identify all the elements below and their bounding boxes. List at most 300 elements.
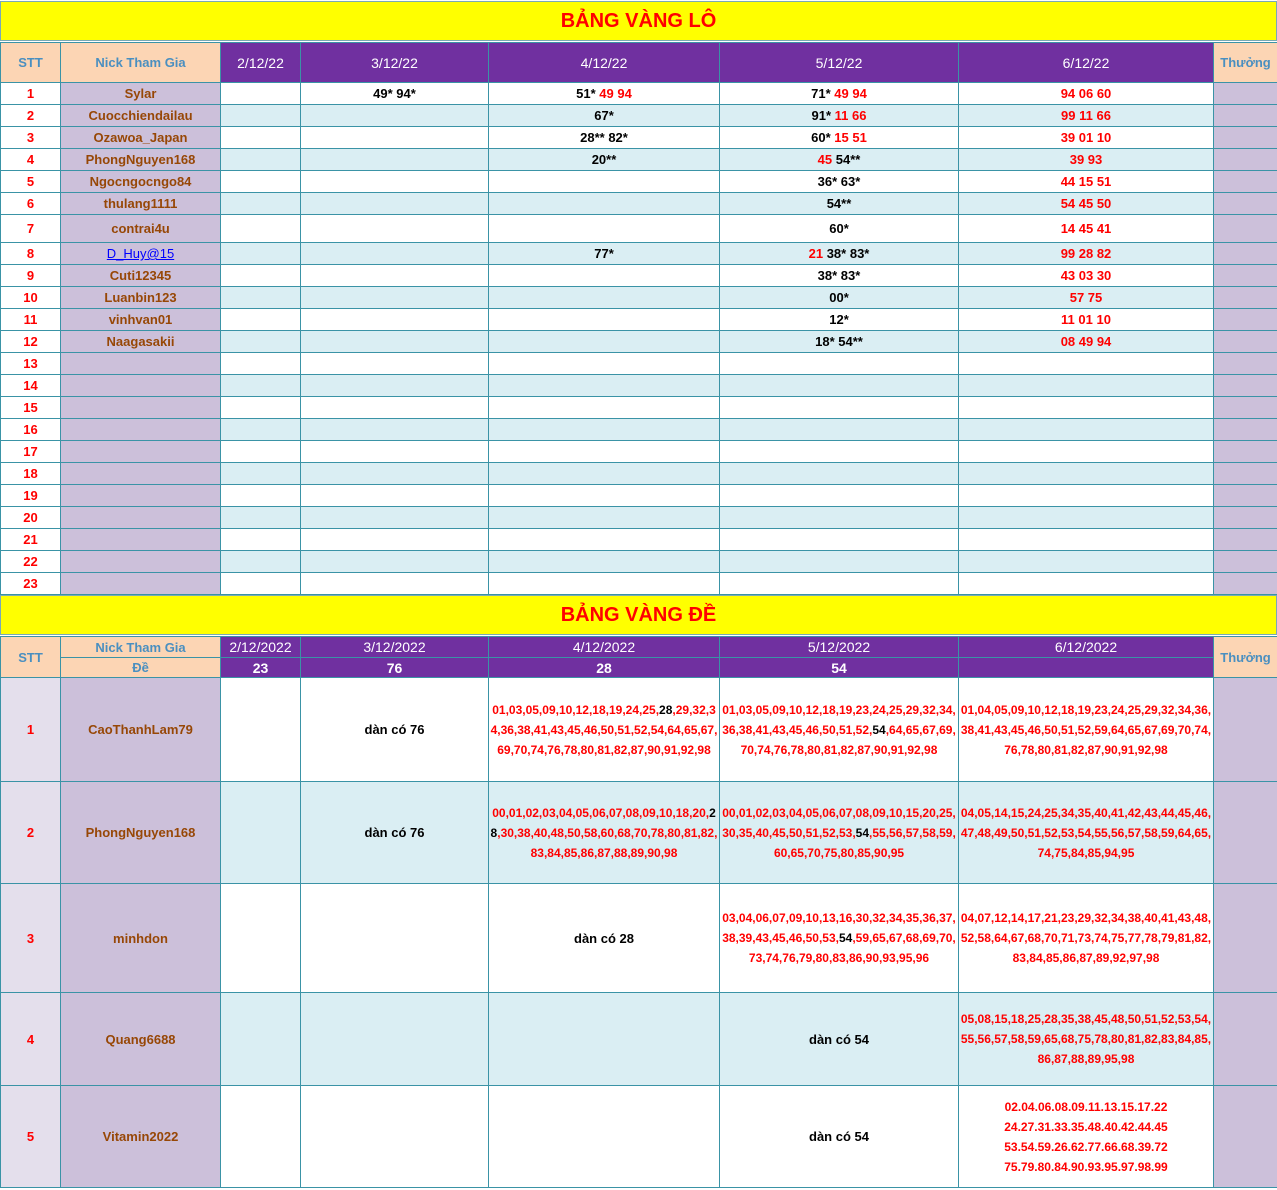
- reward-cell: [1214, 375, 1277, 397]
- row-number: 20: [1, 507, 61, 529]
- pick-cell: 43 03 30: [959, 265, 1214, 287]
- row-number: 10: [1, 287, 61, 309]
- pick-cell: [959, 353, 1214, 375]
- lo-table-row: [1, 353, 1277, 375]
- row-number: 2: [1, 782, 61, 884]
- pick-cell: [221, 419, 301, 441]
- row-number: 1: [1, 83, 61, 105]
- number-list: 04,07,12,14,17,21,23,29,32,34,38,40,41,43,48,52,58,64,67,68,70,71,73,74,75,77,78,79,81,82,83,84,85,86,87,89,92,97,98: [960, 911, 1212, 965]
- reward-cell: [1214, 309, 1277, 331]
- de-table-row: [1, 884, 1277, 993]
- pick-cell: [221, 573, 301, 595]
- lo-table-row: [1, 309, 1277, 331]
- number-list: ,64,65,67,69,70,74,76,78,80,81,82,87,90,91,92,98: [740, 722, 956, 757]
- pick-cell: [221, 105, 301, 127]
- reward-cell: [1214, 884, 1277, 993]
- pick-cell: dàn có 54: [720, 1086, 959, 1188]
- reward-cell: [1214, 193, 1277, 215]
- row-number: 18: [1, 463, 61, 485]
- pick-cell: [301, 1086, 489, 1188]
- pick-cell: [221, 375, 301, 397]
- pick-text: 51*: [576, 86, 600, 101]
- lo-table-row: [1, 507, 1277, 529]
- lo-table-row: [1, 441, 1277, 463]
- nick-cell: [61, 529, 221, 551]
- pick-cell: [720, 265, 959, 287]
- nick-cell: [61, 397, 221, 419]
- nick-cell: vinhvan01: [61, 309, 221, 331]
- nick-cell: PhongNguyen168: [61, 149, 221, 171]
- pick-cell: dàn có 54: [720, 993, 959, 1086]
- reward-cell: [1214, 485, 1277, 507]
- date-header: 6/12/22: [959, 43, 1214, 83]
- row-number: 22: [1, 551, 61, 573]
- date-header: 5/12/22: [720, 43, 959, 83]
- lo-table-row: [1, 265, 1277, 287]
- lo-table-row: [1, 331, 1277, 353]
- pick-cell: [301, 193, 489, 215]
- pick-text: 38* 83*: [817, 268, 861, 283]
- pick-text: 20**: [591, 152, 617, 167]
- pick-cell: [301, 309, 489, 331]
- pick-cell: [221, 287, 301, 309]
- number-list: 04,05,14,15,24,25,34,35,40,41,42,43,44,45,46,47,48,49,50,51,52,53,54,55,56,57,58,59,64,65,74,75,84,85,94,95: [960, 805, 1212, 860]
- nick-header: Nick Tham Gia: [61, 43, 221, 83]
- row-number: 1: [1, 678, 61, 782]
- pick-text: 12*: [829, 312, 849, 327]
- pick-cell: [489, 149, 720, 171]
- nick-cell: Naagasakii: [61, 331, 221, 353]
- pick-cell: [489, 309, 720, 331]
- pick-cell: [959, 463, 1214, 485]
- pick-text: 60*: [829, 221, 849, 236]
- number-list: 03,04,06,07,09,10,13,16,30,32,34,35,36,37,38,39,43,45,46,50,53,: [722, 911, 956, 945]
- number-list: ,55,56,57,58,59,60,65,70,75,80,85,90,95: [773, 825, 956, 860]
- pick-cell: [301, 215, 489, 243]
- pick-cell: [959, 551, 1214, 573]
- nick-cell: [61, 353, 221, 375]
- pick-cell: [489, 193, 720, 215]
- pick-cell: [489, 83, 720, 105]
- number-list: 00,01,02,03,04,05,06,07,08,09,10,18,20,: [492, 805, 710, 820]
- reward-cell: [1214, 397, 1277, 419]
- pick-cell: [489, 331, 720, 353]
- pick-cell: 11 01 10: [959, 309, 1214, 331]
- reward-cell: [1214, 83, 1277, 105]
- pick-cell: [301, 171, 489, 193]
- pick-cell: 39 93: [959, 149, 1214, 171]
- row-number: 13: [1, 353, 61, 375]
- row-number: 11: [1, 309, 61, 331]
- pick-cell: [959, 573, 1214, 595]
- pick-cell: [489, 529, 720, 551]
- nick-cell: [61, 551, 221, 573]
- date-header: 4/12/2022: [489, 637, 720, 658]
- pick-cell: [301, 243, 489, 265]
- pick-cell: dàn có 76: [301, 782, 489, 884]
- reward-cell: [1214, 507, 1277, 529]
- pick-cell: 99 28 82: [959, 243, 1214, 265]
- pick-cell: [301, 265, 489, 287]
- pick-cell: [489, 105, 720, 127]
- pick-cell: [959, 782, 1214, 884]
- number-list: ,30,38,40,48,50,58,60,68,70,78,80,81,82,83,84,85,86,87,88,89,90,98: [497, 825, 718, 860]
- stt-header: STT: [1, 637, 61, 678]
- pick-cell: [720, 127, 959, 149]
- de-table-row: [1, 1086, 1277, 1188]
- date-header: 3/12/2022: [301, 637, 489, 658]
- result-value: 54: [720, 658, 959, 678]
- pick-cell: [301, 353, 489, 375]
- pick-cell: [489, 215, 720, 243]
- pick-cell: [489, 441, 720, 463]
- lo-table-row: [1, 463, 1277, 485]
- pick-cell: 94 06 60: [959, 83, 1214, 105]
- lo-table-row: [1, 529, 1277, 551]
- pick-cell: [720, 353, 959, 375]
- reward-cell: [1214, 551, 1277, 573]
- lo-table-row: [1, 105, 1277, 127]
- pick-cell: [301, 507, 489, 529]
- pick-cell: [221, 463, 301, 485]
- number-list: 54: [838, 931, 853, 945]
- pick-cell: [959, 1086, 1214, 1188]
- row-number: 6: [1, 193, 61, 215]
- pick-cell: [489, 1086, 720, 1188]
- row-number: 3: [1, 127, 61, 149]
- nick-cell: [61, 507, 221, 529]
- row-number: 5: [1, 1086, 61, 1188]
- pick-text: 38* 83*: [826, 246, 870, 261]
- pick-cell: [959, 884, 1214, 993]
- nick-cell: Quang6688: [61, 993, 221, 1086]
- de-result-row: [1, 658, 1277, 678]
- reward-cell: [1214, 1086, 1277, 1188]
- lo-table-row: [1, 215, 1277, 243]
- pick-cell: [720, 287, 959, 309]
- pick-cell: [221, 678, 301, 782]
- pick-cell: [221, 529, 301, 551]
- pick-cell: [720, 215, 959, 243]
- row-number: 4: [1, 993, 61, 1086]
- pick-cell: [720, 507, 959, 529]
- number-list: ,59,65,67,68,69,70,73,74,76,79,80,83,86,90,93,95,96: [748, 931, 956, 965]
- date-header: 3/12/22: [301, 43, 489, 83]
- pick-cell: [221, 193, 301, 215]
- result-value: [959, 658, 1214, 678]
- pick-cell: [489, 782, 720, 884]
- pick-cell: [221, 441, 301, 463]
- date-header: 4/12/22: [489, 43, 720, 83]
- lo-table-row: [1, 573, 1277, 595]
- lo-table-row: [1, 419, 1277, 441]
- reward-cell: [1214, 529, 1277, 551]
- row-number: 7: [1, 215, 61, 243]
- lo-table: [0, 42, 1277, 595]
- nick-cell: [61, 485, 221, 507]
- pick-cell: [720, 331, 959, 353]
- nick-cell: PhongNguyen168: [61, 782, 221, 884]
- number-line: 24.27.31.33.35.48.40.42.44.45: [1004, 1119, 1168, 1134]
- number-line: 53.54.59.26.62.77.66.68.39.72: [1004, 1139, 1168, 1154]
- pick-cell: [489, 678, 720, 782]
- pick-cell: [959, 993, 1214, 1086]
- nick-cell: Luanbin123: [61, 287, 221, 309]
- pick-text: 28** 82*: [580, 130, 628, 145]
- pick-cell: [301, 397, 489, 419]
- pick-cell: [720, 441, 959, 463]
- pick-cell: [720, 419, 959, 441]
- de-table: [0, 636, 1277, 1188]
- nick-cell: Cuti12345: [61, 265, 221, 287]
- reward-cell: [1214, 215, 1277, 243]
- pick-cell: [221, 331, 301, 353]
- reward-cell: [1214, 149, 1277, 171]
- date-header: 5/12/2022: [720, 637, 959, 658]
- pick-cell: [301, 551, 489, 573]
- row-number: 3: [1, 884, 61, 993]
- nick-header: Nick Tham Gia: [61, 637, 221, 658]
- reward-cell: [1214, 419, 1277, 441]
- lo-table-row: [1, 83, 1277, 105]
- de-title-banner: BẢNG VÀNG ĐỀ: [0, 595, 1277, 635]
- pick-cell: [720, 782, 959, 884]
- pick-cell: [959, 485, 1214, 507]
- nick-cell: minhdon: [61, 884, 221, 993]
- lo-table-row: [1, 193, 1277, 215]
- pick-text: 54**: [835, 152, 861, 167]
- pick-cell: [221, 507, 301, 529]
- pick-cell: 57 75: [959, 287, 1214, 309]
- row-number: 17: [1, 441, 61, 463]
- pick-cell: [720, 884, 959, 993]
- nick-cell: Sylar: [61, 83, 221, 105]
- number-list: 00,01,02,03,04,05,06,07,08,09,10,15,20,25,30,35,40,45,50,51,52,53,: [722, 805, 956, 840]
- pick-cell: [301, 419, 489, 441]
- pick-cell: dàn có 76: [301, 678, 489, 782]
- pick-text: 49 94: [599, 86, 632, 101]
- pick-text: 77*: [594, 246, 614, 261]
- de-label: Đề: [61, 658, 221, 678]
- row-number: 2: [1, 105, 61, 127]
- lo-table-row: [1, 171, 1277, 193]
- pick-cell: [221, 485, 301, 507]
- lo-table-row: [1, 551, 1277, 573]
- pick-cell: [720, 529, 959, 551]
- pick-cell: [489, 243, 720, 265]
- lo-table-row: [1, 485, 1277, 507]
- pick-cell: [301, 375, 489, 397]
- nick-cell: Cuocchiendailau: [61, 105, 221, 127]
- pick-cell: [959, 397, 1214, 419]
- nick-cell: Ozawoa_Japan: [61, 127, 221, 149]
- pick-cell: [720, 375, 959, 397]
- reward-cell: [1214, 105, 1277, 127]
- pick-text: 11 66: [834, 108, 867, 123]
- nick-cell: [61, 573, 221, 595]
- pick-cell: [221, 884, 301, 993]
- row-number: 21: [1, 529, 61, 551]
- pick-text: 36* 63*: [817, 174, 861, 189]
- de-header-row: [1, 637, 1277, 658]
- pick-cell: [221, 551, 301, 573]
- pick-cell: [489, 993, 720, 1086]
- pick-cell: [720, 573, 959, 595]
- pick-cell: [489, 287, 720, 309]
- pick-text: 60*: [811, 130, 835, 145]
- pick-cell: [720, 463, 959, 485]
- pick-cell: [489, 375, 720, 397]
- lo-table-row: [1, 397, 1277, 419]
- pick-text: 18* 54**: [815, 334, 863, 349]
- pick-cell: 54 45 50: [959, 193, 1214, 215]
- pick-cell: [301, 463, 489, 485]
- pick-cell: [489, 397, 720, 419]
- pick-cell: [221, 353, 301, 375]
- lo-table-row: [1, 375, 1277, 397]
- pick-text: 45: [817, 152, 836, 167]
- pick-cell: [959, 441, 1214, 463]
- pick-cell: [221, 127, 301, 149]
- result-value: 28: [489, 658, 720, 678]
- de-table-row: [1, 782, 1277, 884]
- result-value: 23: [221, 658, 301, 678]
- nick-link[interactable]: D_Huy@15: [106, 246, 175, 261]
- number-list: 54: [872, 722, 886, 737]
- row-number: 12: [1, 331, 61, 353]
- number-list: 28: [659, 702, 673, 717]
- number-list: 54: [855, 825, 870, 840]
- pick-text: 91*: [811, 108, 835, 123]
- de-table-row: [1, 678, 1277, 782]
- reward-cell: [1214, 463, 1277, 485]
- number-list: 01,03,05,09,10,12,18,19,24,25,: [492, 702, 660, 717]
- pick-text: 67*: [594, 108, 614, 123]
- reward-cell: [1214, 331, 1277, 353]
- pick-cell: [959, 507, 1214, 529]
- nick-cell: contrai4u: [61, 215, 221, 243]
- nick-cell: thulang1111: [61, 193, 221, 215]
- lo-table-row: [1, 127, 1277, 149]
- date-header: 2/12/22: [221, 43, 301, 83]
- row-number: 19: [1, 485, 61, 507]
- pick-cell: [489, 171, 720, 193]
- pick-cell: [489, 419, 720, 441]
- reward-cell: [1214, 782, 1277, 884]
- pick-cell: [301, 993, 489, 1086]
- pick-cell: 44 15 51: [959, 171, 1214, 193]
- reward-cell: [1214, 171, 1277, 193]
- pick-cell: [301, 529, 489, 551]
- nick-cell: CaoThanhLam79: [61, 678, 221, 782]
- pick-cell: 39 01 10: [959, 127, 1214, 149]
- pick-cell: [301, 105, 489, 127]
- pick-cell: [301, 441, 489, 463]
- pick-cell: [720, 485, 959, 507]
- lo-header-row: [1, 43, 1277, 83]
- reward-header: Thưởng: [1214, 43, 1277, 83]
- pick-cell: [301, 287, 489, 309]
- pick-cell: [489, 551, 720, 573]
- pick-cell: [720, 83, 959, 105]
- pick-cell: [221, 243, 301, 265]
- row-number: 5: [1, 171, 61, 193]
- pick-cell: [720, 309, 959, 331]
- pick-cell: [221, 171, 301, 193]
- lo-table-row: [1, 287, 1277, 309]
- row-number: 23: [1, 573, 61, 595]
- nick-cell: [61, 243, 221, 265]
- pick-cell: 14 45 41: [959, 215, 1214, 243]
- nick-cell: [61, 463, 221, 485]
- pick-cell: dàn có 28: [489, 884, 720, 993]
- pick-text: 71*: [811, 86, 835, 101]
- de-table-row: [1, 993, 1277, 1086]
- nick-cell: [61, 375, 221, 397]
- pick-cell: [720, 171, 959, 193]
- number-list: 05,08,15,18,25,28,35,38,45,48,50,51,52,53,54,55,56,57,58,59,65,68,75,78,80,81,82,83,84,85,86,87,88,89,95,98: [960, 1012, 1212, 1066]
- pick-text: 15 51: [834, 130, 867, 145]
- pick-cell: [959, 419, 1214, 441]
- row-number: 9: [1, 265, 61, 287]
- pick-cell: [301, 127, 489, 149]
- pick-cell: [221, 782, 301, 884]
- lo-table-row: [1, 149, 1277, 171]
- row-number: 16: [1, 419, 61, 441]
- number-list: ,29,32,34,36,38,41,43,45,46,50,51,52,54,64,65,67,69,70,74,76,78,80,81,82,87,90,91,92,98: [490, 702, 718, 757]
- date-header: 6/12/2022: [959, 637, 1214, 658]
- pick-text: 54**: [826, 196, 852, 211]
- date-header: 2/12/2022: [221, 637, 301, 658]
- reward-cell: [1214, 243, 1277, 265]
- nick-cell: Ngocngocngo84: [61, 171, 221, 193]
- row-number: 15: [1, 397, 61, 419]
- pick-cell: [489, 507, 720, 529]
- pick-cell: 08 49 94: [959, 331, 1214, 353]
- number-list: 28: [490, 805, 716, 840]
- pick-cell: [221, 309, 301, 331]
- reward-cell: [1214, 993, 1277, 1086]
- pick-cell: [221, 397, 301, 419]
- pick-cell: [489, 463, 720, 485]
- stt-header: STT: [1, 43, 61, 83]
- pick-cell: [489, 353, 720, 375]
- pick-cell: [720, 551, 959, 573]
- reward-cell: [1214, 353, 1277, 375]
- pick-cell: [720, 105, 959, 127]
- pick-cell: [720, 397, 959, 419]
- pick-cell: [959, 529, 1214, 551]
- reward-cell: [1214, 441, 1277, 463]
- pick-cell: [301, 573, 489, 595]
- pick-cell: [720, 193, 959, 215]
- pick-cell: [301, 884, 489, 993]
- row-number: 8: [1, 243, 61, 265]
- pick-cell: [959, 375, 1214, 397]
- pick-cell: [221, 1086, 301, 1188]
- reward-cell: [1214, 678, 1277, 782]
- pick-text: 49 94: [834, 86, 867, 101]
- pick-text: 21: [808, 246, 827, 261]
- reward-header: Thưởng: [1214, 637, 1277, 678]
- pick-cell: [959, 678, 1214, 782]
- number-list: 01,04,05,09,10,12,18,19,23,24,25,29,32,34,36,38,41,43,45,46,50,51,52,59,64,65,67,69,70,74,76,78,80,81,82,87,90,91,92,98: [960, 702, 1212, 757]
- pick-cell: [720, 678, 959, 782]
- pick-cell: [221, 265, 301, 287]
- pick-text: 00*: [829, 290, 849, 305]
- pick-cell: [489, 573, 720, 595]
- lo-table-row: [1, 243, 1277, 265]
